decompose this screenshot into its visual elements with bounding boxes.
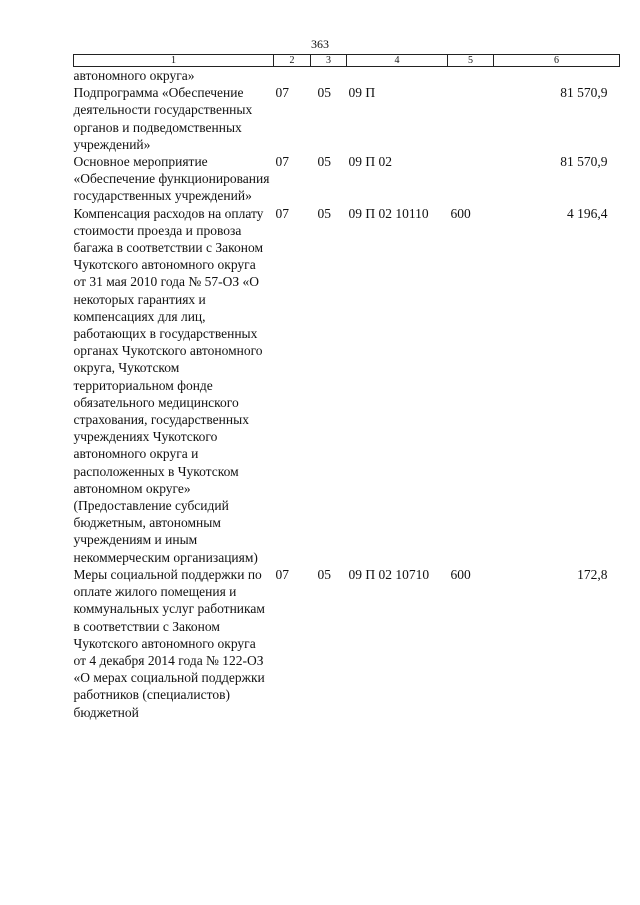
column-header-2: 2: [274, 55, 311, 67]
row-name: Основное мероприятие «Обеспечение функционирования государственных учреждений»: [73, 154, 270, 204]
column-header-3: 3: [311, 55, 347, 67]
row-name: автономного округа»: [73, 68, 195, 83]
column-header-1: 1: [74, 55, 274, 67]
row-amount: 172,8: [577, 566, 608, 582]
row-section: 05: [317, 566, 331, 582]
row-expense-type: [448, 67, 494, 85]
table-row: [74, 153, 620, 205]
row-chapter: 07: [275, 85, 289, 101]
row-target-code: 09 П 02: [348, 154, 392, 170]
row-expense-type: [448, 84, 494, 153]
row-section: [311, 67, 347, 85]
row-section: 05: [317, 154, 331, 170]
row-target-code: [347, 67, 448, 85]
row-target-code: 09 П: [348, 85, 376, 101]
row-chapter: [274, 67, 311, 85]
budget-table: [73, 54, 620, 721]
row-amount: [494, 67, 620, 85]
row-section: 05: [317, 85, 331, 101]
page-number: 363: [311, 37, 329, 51]
row-target-code: 09 П 02 10110: [348, 205, 429, 221]
column-number-row: [74, 55, 620, 67]
table-row: [74, 566, 620, 721]
row-amount: 81 570,9: [560, 154, 608, 170]
row-name: Компенсация расходов на оплату стоимости проезда и провоза багажа в соответствии с Законом Чукотского автономного округа от 31 мая 2010 года № 57-ОЗ «О некоторых гарантиях и компенсациях для лиц, работающих в государственных органах Чукотского автономного округа, Чукотском территориальном фонде обязательного медицинского страхования, государственных учреждениях Чукотского автономного округа и расположенных в Чукотском автономном округе» (Предоставление субсидий бюджетным, автономным учреждениям и иным некоммерческим организациям): [73, 205, 264, 565]
row-name: Меры социальной поддержки по оплате жилого помещения и коммунальных услуг работникам в соответствии с Законом Чукотского автономного округа от 4 декабря 2014 года № 122-ОЗ «О мерах социальной поддержки работников (специалистов) бюджетной: [73, 566, 265, 720]
table-row: [74, 84, 620, 153]
row-amount: 81 570,9: [560, 85, 608, 101]
column-header-4: 4: [347, 55, 448, 67]
row-amount: 4 196,4: [567, 205, 608, 221]
row-section: 05: [317, 205, 331, 221]
table-header: [74, 55, 620, 67]
row-target-code: 09 П 02 10710: [348, 566, 430, 582]
table-body: [74, 67, 620, 721]
row-expense-type: [448, 153, 494, 205]
column-header-5: 5: [448, 55, 494, 67]
column-header-6: 6: [494, 55, 620, 67]
row-expense-type: 600: [450, 205, 471, 221]
row-expense-type: 600: [450, 566, 471, 582]
table-row: [74, 205, 620, 566]
row-chapter: 07: [275, 205, 289, 221]
row-chapter: 07: [275, 566, 289, 582]
row-name: Подпрограмма «Обеспечение деятельности государственных органов и подведомственных учреждений»: [73, 85, 253, 152]
table-row: [74, 67, 620, 85]
row-chapter: 07: [275, 154, 289, 170]
